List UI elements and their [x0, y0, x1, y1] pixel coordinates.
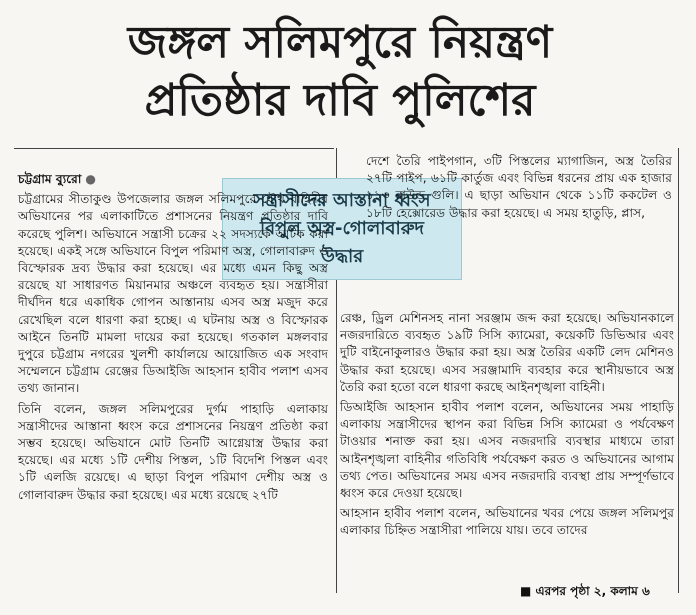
article-column-2: [340, 310, 674, 543]
paragraph-4: রেঞ্চ, ড্রিল মেশিনসহ নানা সরঞ্জাম জব্দ করা হয়েছে। অভিযানকালে নজরদারিতে ব্যবহৃত ১৯টি সিসি ক্যামেরা, কয়েকটি ডিভিআর এবং দুটি বাইনোকুলারও উদ্ধার করা হয়। অস্ত্র তৈরির একটি লেদ মেশিনও উদ্ধার করা হয়েছে। এসব সরঞ্জামাদি ব্যবহার করে স্থানীয়ভাবে অস্ত্র তৈরি করা হতো বলে ধারণা করছে আইনশৃঙ্খলা বাহিনী।: [340, 311, 674, 394]
page-bottom-edge: [0, 600, 696, 615]
paragraph-2: তিনি বলেন, জঙ্গল সলিমপুরের দুর্গম পাহাড়ি এলাকায় সন্ত্রাসীদের আস্তানা ধ্বংস করে প্রশাসনের নিয়ন্ত্রণ প্রতিষ্ঠা করা সম্ভব হয়েছে। অভিযানে মোট তিনটি আগ্নেয়াস্ত্র উদ্ধার করা হয়েছে। এর মধ্যে ১টি দেশীয় পিস্তল, ১টি বিদেশি পিস্তল এবং ১টি এলজি রয়েছে। এ ছাড়া বিপুল পরিমাণ দেশীয় অস্ত্র ও গোলাবারুদ উদ্ধার করা হয়েছে। এর মধ্যে রয়েছে ২৭টি: [18, 401, 328, 502]
headline-line1: জঙ্গল সলিমপুরে নিয়ন্ত্রণ: [127, 17, 553, 68]
pull-quote-line1: সন্ত্রাসীদের আস্তানা ধ্বংস: [253, 190, 431, 211]
continued-on-link[interactable]: ■ এরপর পৃষ্ঠা ২, কলাম ৬: [520, 584, 650, 598]
byline: চট্টগ্রাম ব্যুরো: [18, 172, 82, 186]
paragraph-5: ডিআইজি আহসান হাবীব পলাশ বলেন, অভিযানের সময় পাহাড়ি এলাকায় সন্ত্রাসীদের স্থাপন করা বিভিন্ন সিসি ক্যামেরা ও পর্যবেক্ষণ টাওয়ার শনাক্ত করা হয়। এসব নজরদারি ব্যবস্থার মাধ্যমে তারা আইনশৃঙ্খলা বাহিনীর গতিবিধি পর্যবেক্ষণ করত ও অভিযানের আগাম তথ্য পেত। অভিযানের সময় এসব নজরদারি ব্যবস্থা প্রায় সম্পূর্ণভাবে ধ্বংস করে দেওয়া হয়েছে।: [340, 400, 674, 501]
paragraph-1: চট্টগ্রামের সীতাকুণ্ড উপজেলার জঙ্গল সলিমপুরে যৌথ বাহিনীর অভিযানের পর এলাকাটিতে প্রশাসনের নিয়ন্ত্রণ প্রতিষ্ঠার দাবি করেছে পুলিশ। অভিযানে সন্ত্রাসী চক্রের ২২ সদস্যকে আটক করা হয়েছে। একই সঙ্গে অভিযানে বিপুল পরিমাণ অস্ত্র, গোলাবারুদ ও বিস্ফোরক দ্রব্য উদ্ধার করা হয়েছে। এর মধ্যে এমন কিছু অস্ত্র রয়েছে যা সাধারণত মিয়ানমার অঞ্চলে ব্যবহৃত হয়। সন্ত্রাসীরা দীর্ঘদিন ধরে একাধিক গোপন আস্তানায় এসব অস্ত্র মজুদ করে রেখেছিল বলে ধারণা করা হচ্ছে। এ ঘটনায় অস্ত্র ও বিস্ফোরক আইনে তিনটি মামলা দায়ের করা হয়েছে। গতকাল মঙ্গলবার দুপুরে চট্টগ্রাম নগরের খুলশী কার্যালয়ে আয়োজিত এক সংবাদ সম্মেলনে চট্টগ্রাম রেঞ্জের ডিআইজি আহসান হাবীব পলাশ এসব তথ্য জানান।: [18, 192, 328, 396]
article-column-2-top: [366, 153, 672, 225]
headline-line2: প্রতিষ্ঠার দাবি পুলিশের: [144, 75, 536, 126]
byline-dot-icon: ●: [85, 172, 96, 186]
pull-quote-line2: বিপুল অস্ত্র-গোলাবারুদ: [260, 218, 424, 239]
pull-quote-line3: উদ্ধার: [320, 246, 364, 267]
paragraph-6: আহসান হাবীব পলাশ বলেন, অভিযানের খবর পেয়ে জঙ্গল সলিমপুর এলাকার চিহ্নিত সন্ত্রাসীরা পালিয়ে যায়। তবে তাদের: [340, 506, 674, 538]
right-column-divider: [678, 148, 679, 593]
article-column-1: [18, 171, 328, 507]
column-rule: [14, 148, 334, 149]
paragraph-3: দেশে তৈরি পাইপগান, ৩টি পিস্তলের ম্যাগাজিন, অস্ত্র তৈরির ২৭টি পাইপ, ৬১টি কার্তুজ এবং বিভিন্ন ধরনের প্রায় এক হাজার ১১৩ রাউন্ড গুলি। এ ছাড়া অভিযান থেকে ১১টি ককটেল ও ১৮টি হেক্সোরেড উদ্ধার করা হয়েছে। এ সময় হাতুড়ি, প্লাস,: [366, 154, 672, 220]
headline: [40, 14, 640, 130]
